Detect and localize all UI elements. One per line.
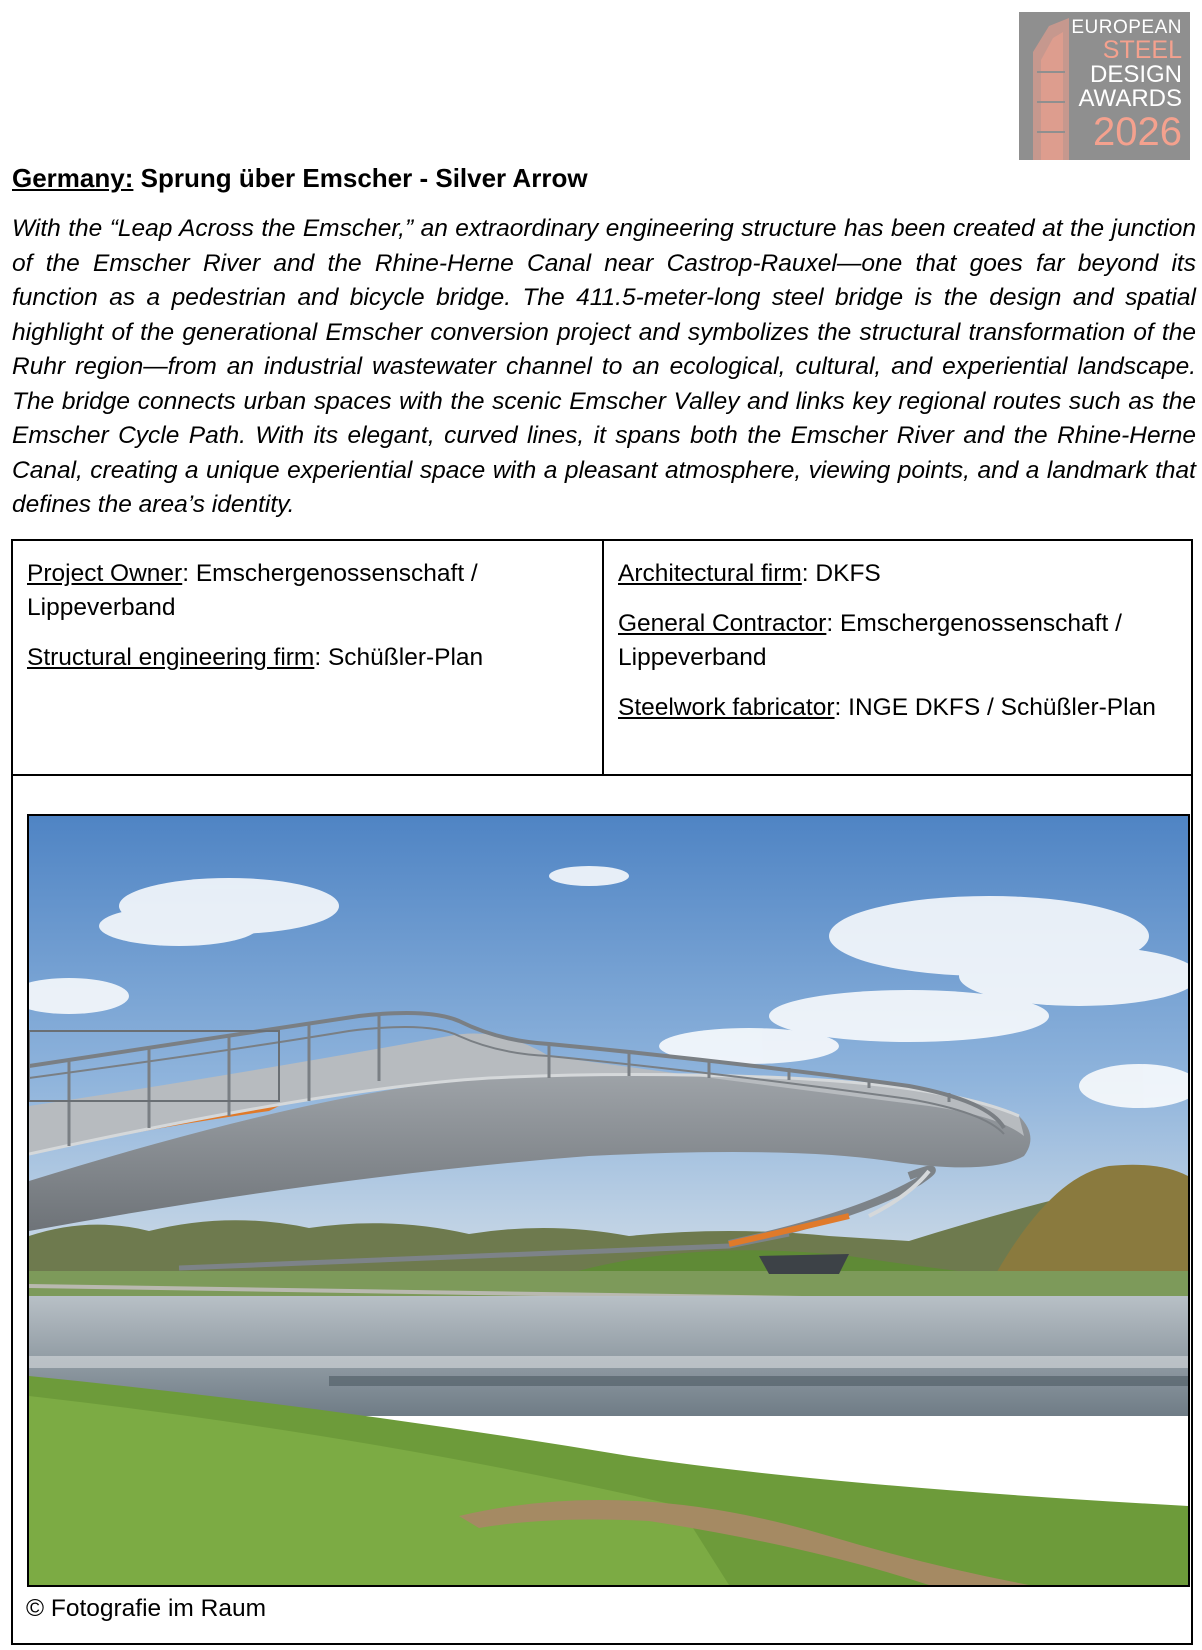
credit-value: Emschergenossenschaft / Lippeverband: [618, 610, 1122, 671]
project-description: With the “Leap Across the Emscher,” an extraordinary engineering structure has been created at the junction of the Emscher River and the Rhine-Herne Canal near Castrop-Rauxel—one that goes far beyond its function as a pedestrian and bicycle bridge. The 411.5-meter-long steel bridge is the design and spatial highlight of the generational Emscher conversion project and symbolizes the structural transformation of the Ruhr region—from an industrial wastewater channel to an ecological, cultural, and experiential landscape. The bridge connects urban spaces with the scenic Emscher Valley and links key regional routes such as the Emscher Cycle Path. With its elegant, curved lines, it spans both the Emscher River and the Rhine-Herne Canal, creating a unique experiential space with a pleasant atmosphere, viewing points, and a landmark that defines the area’s identity.: [12, 215, 1196, 518]
credit-value: INGE DKFS / Schüßler-Plan: [848, 694, 1156, 721]
logo-text: [1071, 18, 1182, 152]
page-title: [12, 162, 588, 194]
credits-left-column: [13, 541, 604, 774]
photo-caption: © Fotografie im Raum: [26, 1595, 266, 1622]
credit-role: Project Owner: [27, 560, 183, 587]
credit-role: Steelwork fabricator: [618, 694, 835, 721]
logo-line-year: 2026: [1093, 110, 1182, 154]
award-logo: [1019, 12, 1190, 160]
title-project: Sprung über Emscher - Silver Arrow: [140, 163, 588, 193]
logo-line-european: EUROPEAN: [1071, 17, 1182, 38]
credit-role: Structural engineering firm: [27, 644, 315, 671]
logo-line-steel: STEEL: [1102, 36, 1182, 64]
credit-steelwork-fabricator: Steelwork fabricator: INGE DKFS / Schüßler-Plan: [618, 694, 1156, 721]
credit-architectural-firm: Architectural firm: DKFS: [618, 560, 881, 587]
credits-table: [11, 539, 1193, 776]
credit-value: DKFS: [815, 560, 881, 587]
logo-line-awards: AWARDS: [1078, 85, 1182, 112]
title-country: Germany:: [12, 163, 134, 193]
bridge-illustration: [29, 816, 1188, 1585]
credit-structural-engineering: Structural engineering firm: Schüßler-Plan: [27, 644, 484, 671]
credit-project-owner: Project Owner: Emschergenossenschaft / Lippeverband: [27, 560, 478, 621]
credit-value: Schüßler-Plan: [327, 644, 484, 671]
logo-line-design: DESIGN: [1089, 61, 1182, 88]
credit-role: General Contractor: [618, 610, 827, 637]
credit-role: Architectural firm: [618, 560, 802, 587]
credits-right-column: [604, 541, 1191, 774]
credit-value: Emschergenossenschaft / Lippeverband: [27, 560, 478, 621]
bridge-photo: [27, 814, 1190, 1587]
credit-general-contractor: General Contractor: Emschergenossenschaft / Lippeverband: [618, 610, 1122, 671]
